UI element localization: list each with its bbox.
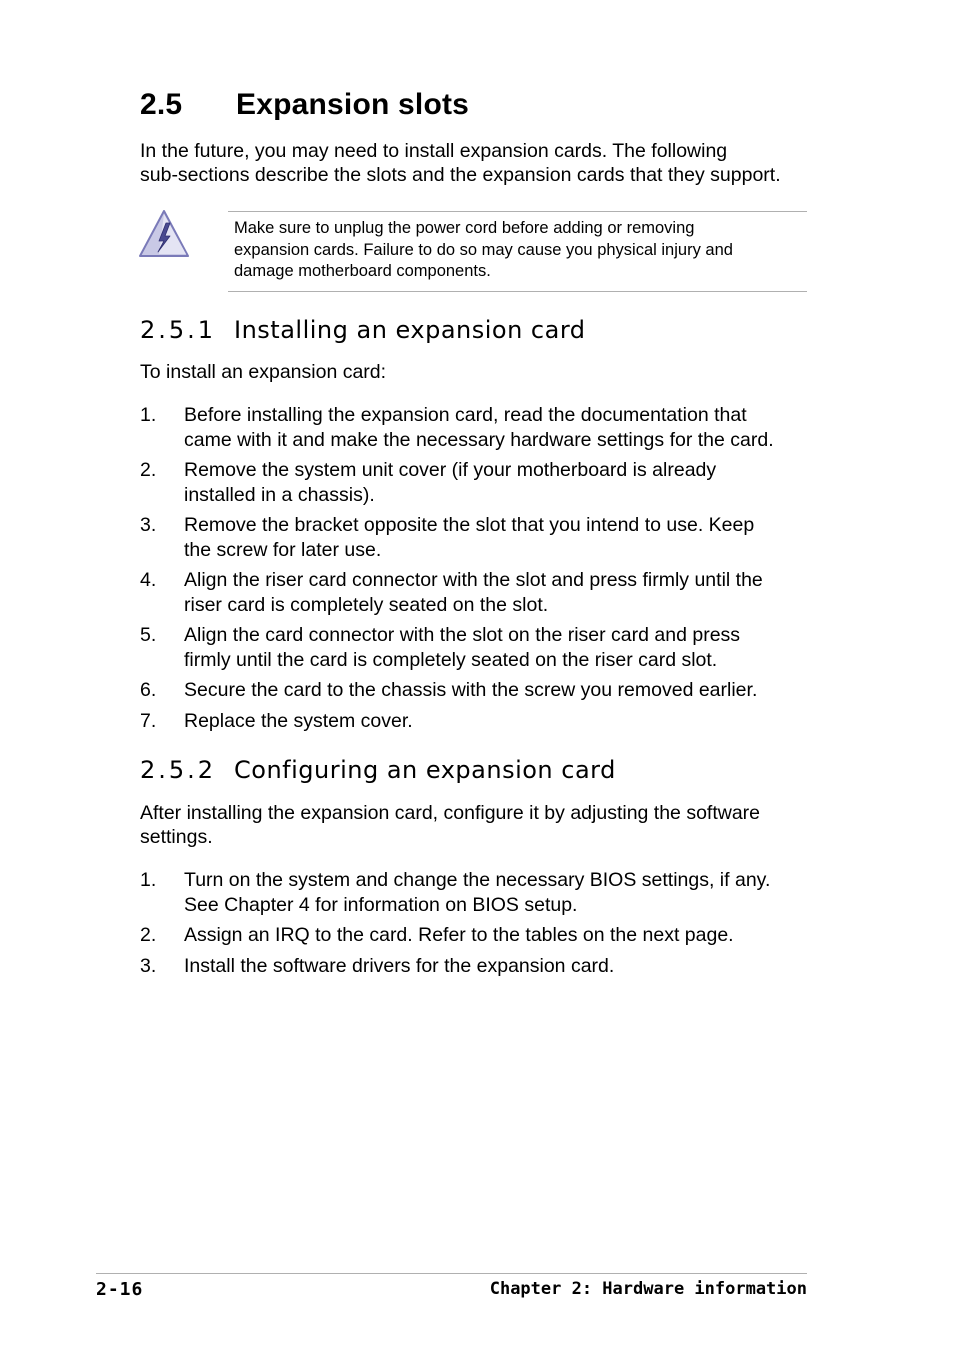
step-line: Secure the card to the chassis with the screw you removed earlier. [184, 679, 758, 701]
step-line: came with it and make the necessary hardware settings for the card. [184, 428, 774, 451]
list-item [140, 923, 820, 949]
step-number: 6. [140, 679, 157, 701]
warning-line: damage motherboard components. [234, 262, 491, 280]
subsection2-title [140, 756, 616, 784]
list-item [140, 709, 820, 735]
step-text [184, 709, 413, 734]
step-line: Remove the system unit cover (if your motherboard is already [184, 459, 717, 481]
step-text [184, 678, 757, 703]
step-number: 4. [140, 569, 157, 591]
step-line: Install the software drivers for the expansion card. [184, 955, 615, 977]
footer-rule [96, 1273, 807, 1274]
step-text [184, 623, 740, 672]
step-line: Turn on the system and change the necessary BIOS settings, if any. [184, 869, 771, 891]
step-number: 3. [140, 955, 157, 977]
step-line: the screw for later use. [184, 538, 382, 561]
step-line: Replace the system cover. [184, 710, 413, 732]
warning-text [234, 218, 733, 283]
page-number: 2-16 [96, 1279, 144, 1300]
step-number: 2. [140, 459, 157, 481]
step-number: 1. [140, 404, 157, 426]
list-item [140, 678, 820, 704]
step-text [184, 923, 734, 948]
section-intro-line: sub-sections describe the slots and the expansion cards that they support. [140, 164, 781, 186]
list-item [140, 403, 820, 453]
subsection2-intro-line: After installing the expansion card, configure it by adjusting the software [140, 802, 761, 824]
section-title-text: Expansion slots [236, 88, 470, 121]
step-text [184, 513, 754, 562]
warning-bottom-rule [228, 291, 807, 292]
step-number: 7. [140, 710, 157, 732]
subsection2-number: 2.5.2 [140, 756, 217, 784]
list-item [140, 954, 820, 980]
list-item [140, 568, 820, 618]
step-line: Assign an IRQ to the card. Refer to the tables on the next page. [184, 924, 734, 946]
section-title [140, 88, 469, 122]
subsection2-title-text: Configuring an expansion card [234, 756, 616, 784]
step-line: installed in a chassis). [184, 483, 375, 506]
step-text [184, 458, 716, 507]
section-intro-line: In the future, you may need to install expansion cards. The following [140, 140, 728, 162]
step-line: Align the riser card connector with the slot and press firmly until the [184, 569, 763, 591]
step-line: firmly until the card is completely seated on the riser card slot. [184, 648, 718, 671]
step-text [184, 868, 770, 917]
subsection2-intro [140, 801, 760, 849]
section-intro [140, 139, 781, 187]
step-line: Before installing the expansion card, read the documentation that [184, 404, 747, 426]
step-line: riser card is completely seated on the slot. [184, 593, 549, 616]
subsection1-number: 2.5.1 [140, 316, 217, 344]
step-text [184, 568, 763, 617]
warning-lightning-icon [137, 208, 191, 260]
subsection2-intro-line: settings. [140, 826, 213, 848]
step-number: 5. [140, 624, 157, 646]
warning-top-rule [228, 211, 807, 212]
list-item [140, 623, 820, 673]
list-item [140, 513, 820, 563]
step-number: 3. [140, 514, 157, 536]
subsection1-intro: To install an expansion card: [140, 361, 387, 383]
step-text [184, 403, 774, 452]
step-line: See Chapter 4 for information on BIOS setup. [184, 893, 578, 916]
list-item [140, 868, 820, 918]
step-number: 2. [140, 924, 157, 946]
subsection1-title [140, 316, 586, 344]
step-line: Align the card connector with the slot on the riser card and press [184, 624, 741, 646]
warning-line: expansion cards. Failure to do so may cause you physical injury and [234, 240, 733, 259]
section-number: 2.5 [140, 88, 183, 121]
step-text [184, 954, 614, 979]
subsection1-title-text: Installing an expansion card [234, 316, 586, 344]
list-item [140, 458, 820, 508]
step-number: 1. [140, 869, 157, 891]
warning-line: Make sure to unplug the power cord before adding or removing [234, 219, 695, 237]
step-line: Remove the bracket opposite the slot that you intend to use. Keep [184, 514, 755, 536]
chapter-label: Chapter 2: Hardware information [489, 1279, 807, 1299]
